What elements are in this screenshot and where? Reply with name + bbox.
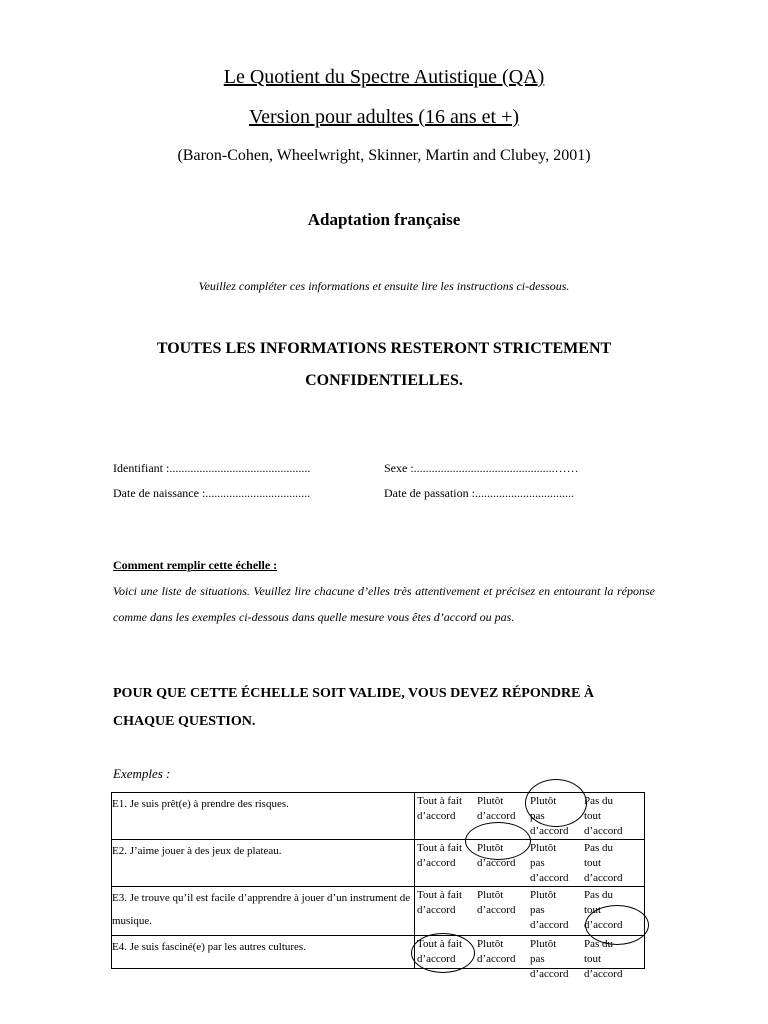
- answer-option[interactable]: Plutôt pas d’accord: [530, 842, 569, 884]
- answer-option[interactable]: Tout à fait d’accord: [417, 889, 463, 916]
- table-row: [112, 936, 645, 969]
- example-question: E3. Je trouve qu’il est facile d’apprendre à jouer d’un instrument de musique.: [112, 887, 415, 936]
- example-question: E4. Je suis fasciné(e) par les autres cultures.: [112, 936, 415, 969]
- validity-notice: [113, 680, 673, 736]
- answer-circle: [465, 822, 531, 860]
- citation: (Baron-Cohen, Wheelwright, Skinner, Martin and Clubey, 2001): [177, 147, 591, 164]
- confidential-line-2: CONFIDENTIELLES.: [305, 372, 463, 389]
- identifiant-field[interactable]: Identifiant :...............................................: [113, 461, 311, 475]
- answer-circle: [411, 933, 475, 973]
- answer-option[interactable]: Tout à fait d’accord: [417, 938, 463, 965]
- answer-option[interactable]: Plutôt d’accord: [477, 889, 516, 916]
- answer-option[interactable]: Plutôt pas d’accord: [530, 889, 569, 931]
- answer-option[interactable]: Plutôt d’accord: [477, 795, 516, 822]
- answer-option[interactable]: Plutôt pas d’accord: [530, 795, 569, 837]
- validity-line-1: POUR QUE CETTE ÉCHELLE SOIT VALIDE, VOUS DEVEZ RÉPONDRE À: [113, 686, 595, 701]
- howto-title: Comment remplir cette échelle :: [113, 558, 278, 572]
- page-subtitle: Version pour adultes (16 ans et +): [248, 106, 520, 128]
- page-title: Le Quotient du Spectre Autistique (QA): [223, 66, 545, 88]
- answer-option[interactable]: Plutôt pas d’accord: [530, 938, 569, 980]
- answer-option[interactable]: Pas du tout d’accord: [584, 889, 623, 931]
- answer-option[interactable]: Tout à fait d’accord: [417, 842, 463, 869]
- answer-option[interactable]: Pas du tout d’accord: [584, 938, 623, 980]
- table-row: [112, 840, 645, 887]
- answer-option[interactable]: Tout à fait d’accord: [417, 795, 463, 822]
- sexe-field[interactable]: Sexe :...............................................……: [384, 461, 579, 475]
- validity-line-2: CHAQUE QUESTION.: [113, 714, 256, 729]
- table-row: [112, 793, 645, 840]
- confidential-line-1: TOUTES LES INFORMATIONS RESTERONT STRICTEMENT: [156, 340, 612, 357]
- date-naissance-field[interactable]: Date de naissance :...................................: [113, 486, 311, 500]
- examples-label: Exemples :: [113, 766, 171, 781]
- table-row: [112, 887, 645, 936]
- date-passation-field[interactable]: Date de passation :.................................: [384, 486, 574, 500]
- howto-text: Voici une liste de situations. Veuillez lire chacune d’elles très attentivement et précisez en entourant la réponse comme dans les exemples ci-dessous dans quelle mesure vous êtes d’accord ou pas.: [113, 584, 655, 624]
- example-options: [415, 887, 645, 936]
- example-options: [415, 936, 645, 980]
- example-options: [415, 840, 645, 887]
- adaptation-heading: Adaptation française: [307, 210, 461, 229]
- example-question: E2. J’aime jouer à des jeux de plateau.: [112, 840, 415, 887]
- instruction-text: Veuillez compléter ces informations et ensuite lire les instructions ci-dessous.: [198, 279, 570, 293]
- examples-table: [111, 792, 645, 980]
- answer-option[interactable]: Plutôt d’accord: [477, 938, 516, 965]
- answer-option[interactable]: Pas du tout d’accord: [584, 795, 623, 837]
- answer-circle: [525, 779, 587, 827]
- answer-option[interactable]: Plutôt d’accord: [477, 842, 516, 869]
- answer-option[interactable]: Pas du tout d’accord: [584, 842, 623, 884]
- example-options: [415, 793, 645, 840]
- example-question: E1. Je suis prêt(e) à prendre des risques.: [112, 793, 415, 840]
